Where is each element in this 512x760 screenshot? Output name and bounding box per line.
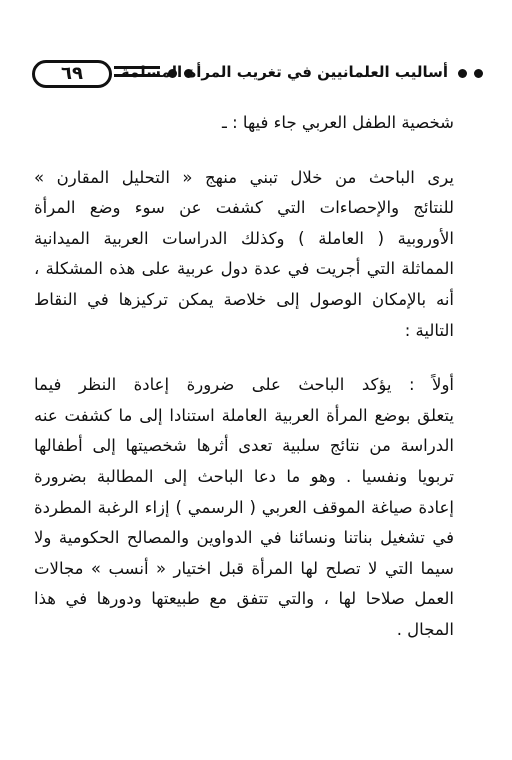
text-line: شخصية الطفل العربي جاء فيها : ـ bbox=[222, 113, 454, 132]
text-line: تربويا ونفسيا . وهو ما دعا الباحث إلى المطالبة بضرورة bbox=[34, 466, 454, 486]
running-header bbox=[22, 54, 488, 90]
paragraph-gap bbox=[34, 139, 454, 163]
text-line: المجال . bbox=[396, 619, 454, 639]
text-line: الأوروبية ( العاملة ) وكذلك الدراسات العربية الميدانية bbox=[34, 228, 454, 248]
text-line: المماثلة التي أجريت في عدة دول عربية على هذه المشكلة ، bbox=[34, 259, 454, 279]
text-line: التالية : bbox=[404, 320, 454, 340]
running-title: أساليب العلمانيين في تغريب المرأة المسلمة bbox=[120, 63, 448, 81]
paragraph-gap bbox=[34, 346, 454, 370]
header-dot bbox=[474, 69, 483, 78]
text-line: أنه بالإمكان الوصول إلى خلاصة يمكن تركيزها في النقاط bbox=[34, 289, 454, 309]
text-line: يتعلق بوضع المرأة العربية العاملة استنادا إلى ما كشفت عنه bbox=[34, 405, 454, 425]
page-number: ٦٩ bbox=[32, 60, 112, 88]
page-body bbox=[34, 108, 454, 646]
text-line: سيما التي لا تصلح لها المرأة قبل اختيار « أنسب » مجالات bbox=[34, 558, 454, 578]
text-line: الدراسة من نتائج سلبية تعدى أثرها شخصيتها إلى أطفالها bbox=[34, 436, 454, 456]
text-line: للنتائج والإحصاءات التي كشفت عن سوء وضع المرأة bbox=[34, 198, 454, 218]
text-line: يرى الباحث من خلال تبني منهج « التحليل المقارن » bbox=[34, 167, 454, 187]
text-line: أولاً : يؤكد الباحث على ضرورة إعادة النظر فيما bbox=[34, 375, 454, 395]
text-line: إعادة صياغة الموقف العربي ( الرسمي ) إزاء الرغبة المطردة bbox=[34, 497, 454, 517]
text-line: العمل صلاحا لها ، والتي تتفق مع طبيعتها ودورها في هذا bbox=[34, 589, 454, 609]
text-line: في تشغيل بناتنا ونسائنا في الدواوين والمصالح الحكومية ولا bbox=[34, 528, 454, 548]
header-dot bbox=[458, 69, 467, 78]
